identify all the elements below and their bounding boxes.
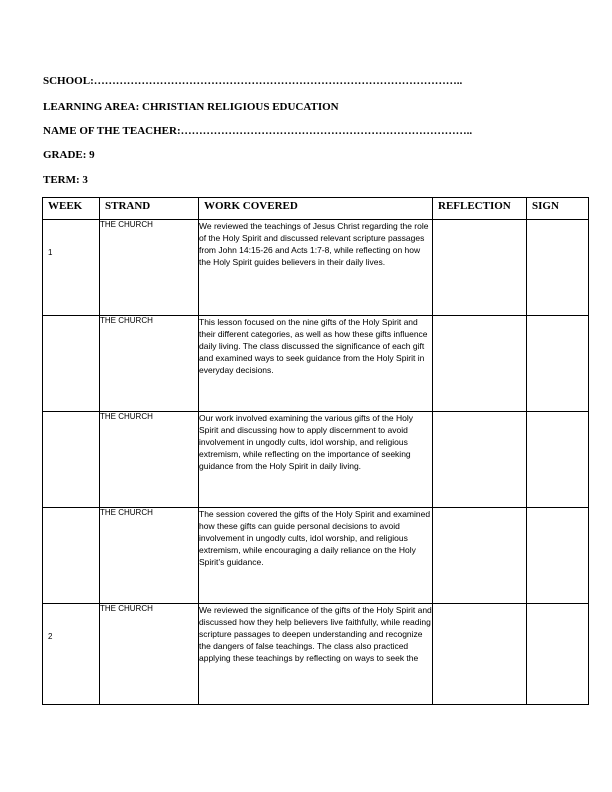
week-cell (43, 220, 100, 316)
reflection-cell (433, 220, 527, 316)
strand-cell: THE CHURCH (100, 412, 199, 508)
column-header-sign: SIGN (527, 198, 589, 220)
table-row (43, 412, 589, 508)
reflection-cell (433, 604, 527, 705)
grade-line: GRADE: 9 (43, 149, 95, 161)
work-covered-cell (199, 508, 433, 604)
column-header-reflection: REFLECTION (433, 198, 527, 220)
table-row (43, 316, 589, 412)
week-cell (43, 412, 100, 508)
week-number: 1 (48, 248, 53, 257)
work-covered-text: We reviewed the significance of the gifts of the Holy Spirit and discussed how they help believers live faithfully, while reading scripture passages to deepen understanding and recognize the dangers of false teachings. The class also practiced applying these teachings by reflecting on ways to seek the (199, 605, 432, 664)
reflection-cell (433, 508, 527, 604)
work-covered-cell (199, 604, 433, 705)
table-row (43, 604, 589, 705)
work-covered-text: Our work involved examining the various gifts of the Holy Spirit and discussing how to apply discernment to avoid involvement in ungodly cults, idol worship, and religious extremism, while reflecting on the importance of seeking guidance from the Holy Spirit in daily living. (199, 413, 414, 472)
work-covered-cell (199, 412, 433, 508)
work-record-table (42, 197, 589, 705)
teacher-name-line: NAME OF THE TEACHER:…………………………………………………………………….. (43, 125, 473, 137)
school-line: SCHOOL:……………………………………………………………………………………….. (43, 75, 463, 87)
reflection-cell (433, 316, 527, 412)
sign-cell (527, 220, 589, 316)
sign-cell (527, 508, 589, 604)
sign-cell (527, 316, 589, 412)
learning-area-line: LEARNING AREA: CHRISTIAN RELIGIOUS EDUCATION (43, 101, 339, 113)
column-header-strand: STRAND (100, 198, 199, 220)
work-covered-text: We reviewed the teachings of Jesus Christ regarding the role of the Holy Spirit and discussed relevant scripture passages from John 14:15-26 and Acts 1:7-8, while reflecting on how the Holy Spirit guides believers in their daily lives. (199, 221, 429, 268)
work-covered-text: This lesson focused on the nine gifts of the Holy Spirit and their different categories, as well as how these gifts influence daily living. The class discussed the significance of each gift and examined ways to seek guidance from the Holy Spirit in everyday decisions. (199, 317, 428, 376)
sign-cell (527, 604, 589, 705)
work-covered-cell (199, 220, 433, 316)
table-row (43, 508, 589, 604)
table-header-row (43, 198, 589, 220)
week-cell (43, 604, 100, 705)
week-number: 2 (48, 632, 53, 641)
reflection-cell (433, 412, 527, 508)
sign-cell (527, 412, 589, 508)
strand-cell: THE CHURCH (100, 316, 199, 412)
work-covered-text: The session covered the gifts of the Holy Spirit and examined how these gifts can guide personal decisions to avoid involvement in ungodly cults, idol worship, and religious extremism, while encouraging a daily reliance on the Holy Spirit’s guidance. (199, 509, 431, 568)
table-row (43, 220, 589, 316)
work-covered-cell (199, 316, 433, 412)
column-header-week: WEEK (43, 198, 100, 220)
column-header-work-covered: WORK COVERED (199, 198, 433, 220)
week-cell (43, 316, 100, 412)
week-cell (43, 508, 100, 604)
strand-cell: THE CHURCH (100, 508, 199, 604)
strand-cell: THE CHURCH (100, 220, 199, 316)
term-line: TERM: 3 (43, 174, 88, 186)
strand-cell: THE CHURCH (100, 604, 199, 705)
